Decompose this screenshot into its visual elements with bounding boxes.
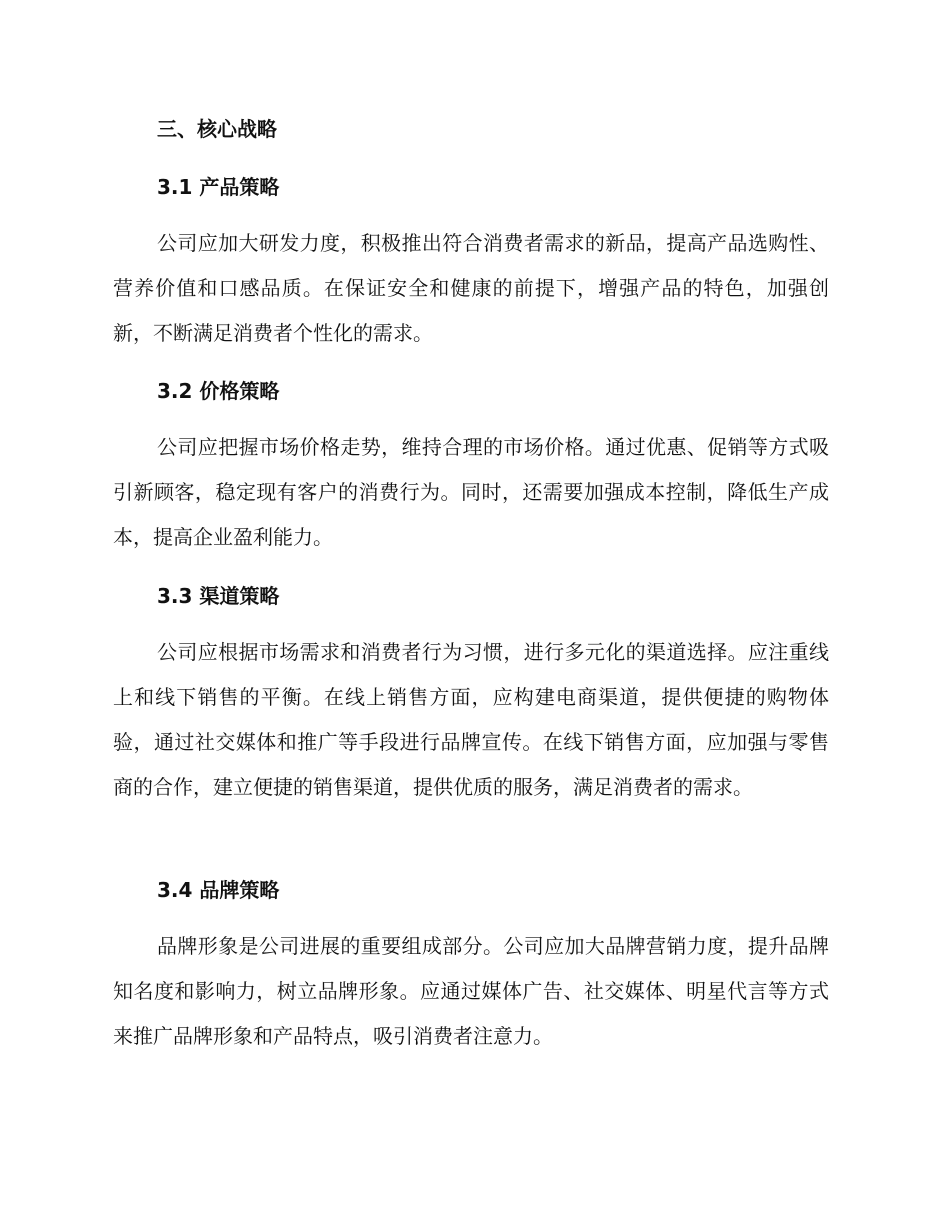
subsection-heading-product: 3.1 产品策略: [157, 175, 280, 199]
paragraph-price-strategy: 公司应把握市场价格走势，维持合理的市场价格。通过优惠、促销等方式吸引新顾客，稳定现有客户的消费行为。同时，还需要加强成本控制，降低生产成本，提高企业盈利能力。: [113, 435, 829, 549]
subsection-heading-brand: 3.4 品牌策略: [157, 878, 280, 902]
subsection-heading-price: 3.2 价格策略: [157, 379, 280, 403]
paragraph-brand-strategy: 品牌形象是公司进展的重要组成部分。公司应加大品牌营销力度，提升品牌知名度和影响力，树立品牌形象。应通过媒体广告、社交媒体、明星代言等方式来推广品牌形象和产品特点，吸引消费者注意力。: [113, 934, 829, 1048]
subsection-heading-channel: 3.3 渠道策略: [157, 584, 280, 608]
section-title: 三、核心战略: [157, 117, 277, 141]
paragraph-product-strategy: 公司应加大研发力度，积极推出符合消费者需求的新品，提高产品选购性、营养价值和口感品质。在保证安全和健康的前提下，增强产品的特色，加强创新，不断满足消费者个性化的需求。: [113, 231, 829, 345]
paragraph-channel-strategy: 公司应根据市场需求和消费者行为习惯，进行多元化的渠道选择。应注重线上和线下销售的平衡。在线上销售方面，应构建电商渠道，提供便捷的购物体验，通过社交媒体和推广等手段进行品牌宣传。在线下销售方面，应加强与零售商的合作，建立便捷的销售渠道，提供优质的服务，满足消费者的需求。: [113, 640, 829, 799]
